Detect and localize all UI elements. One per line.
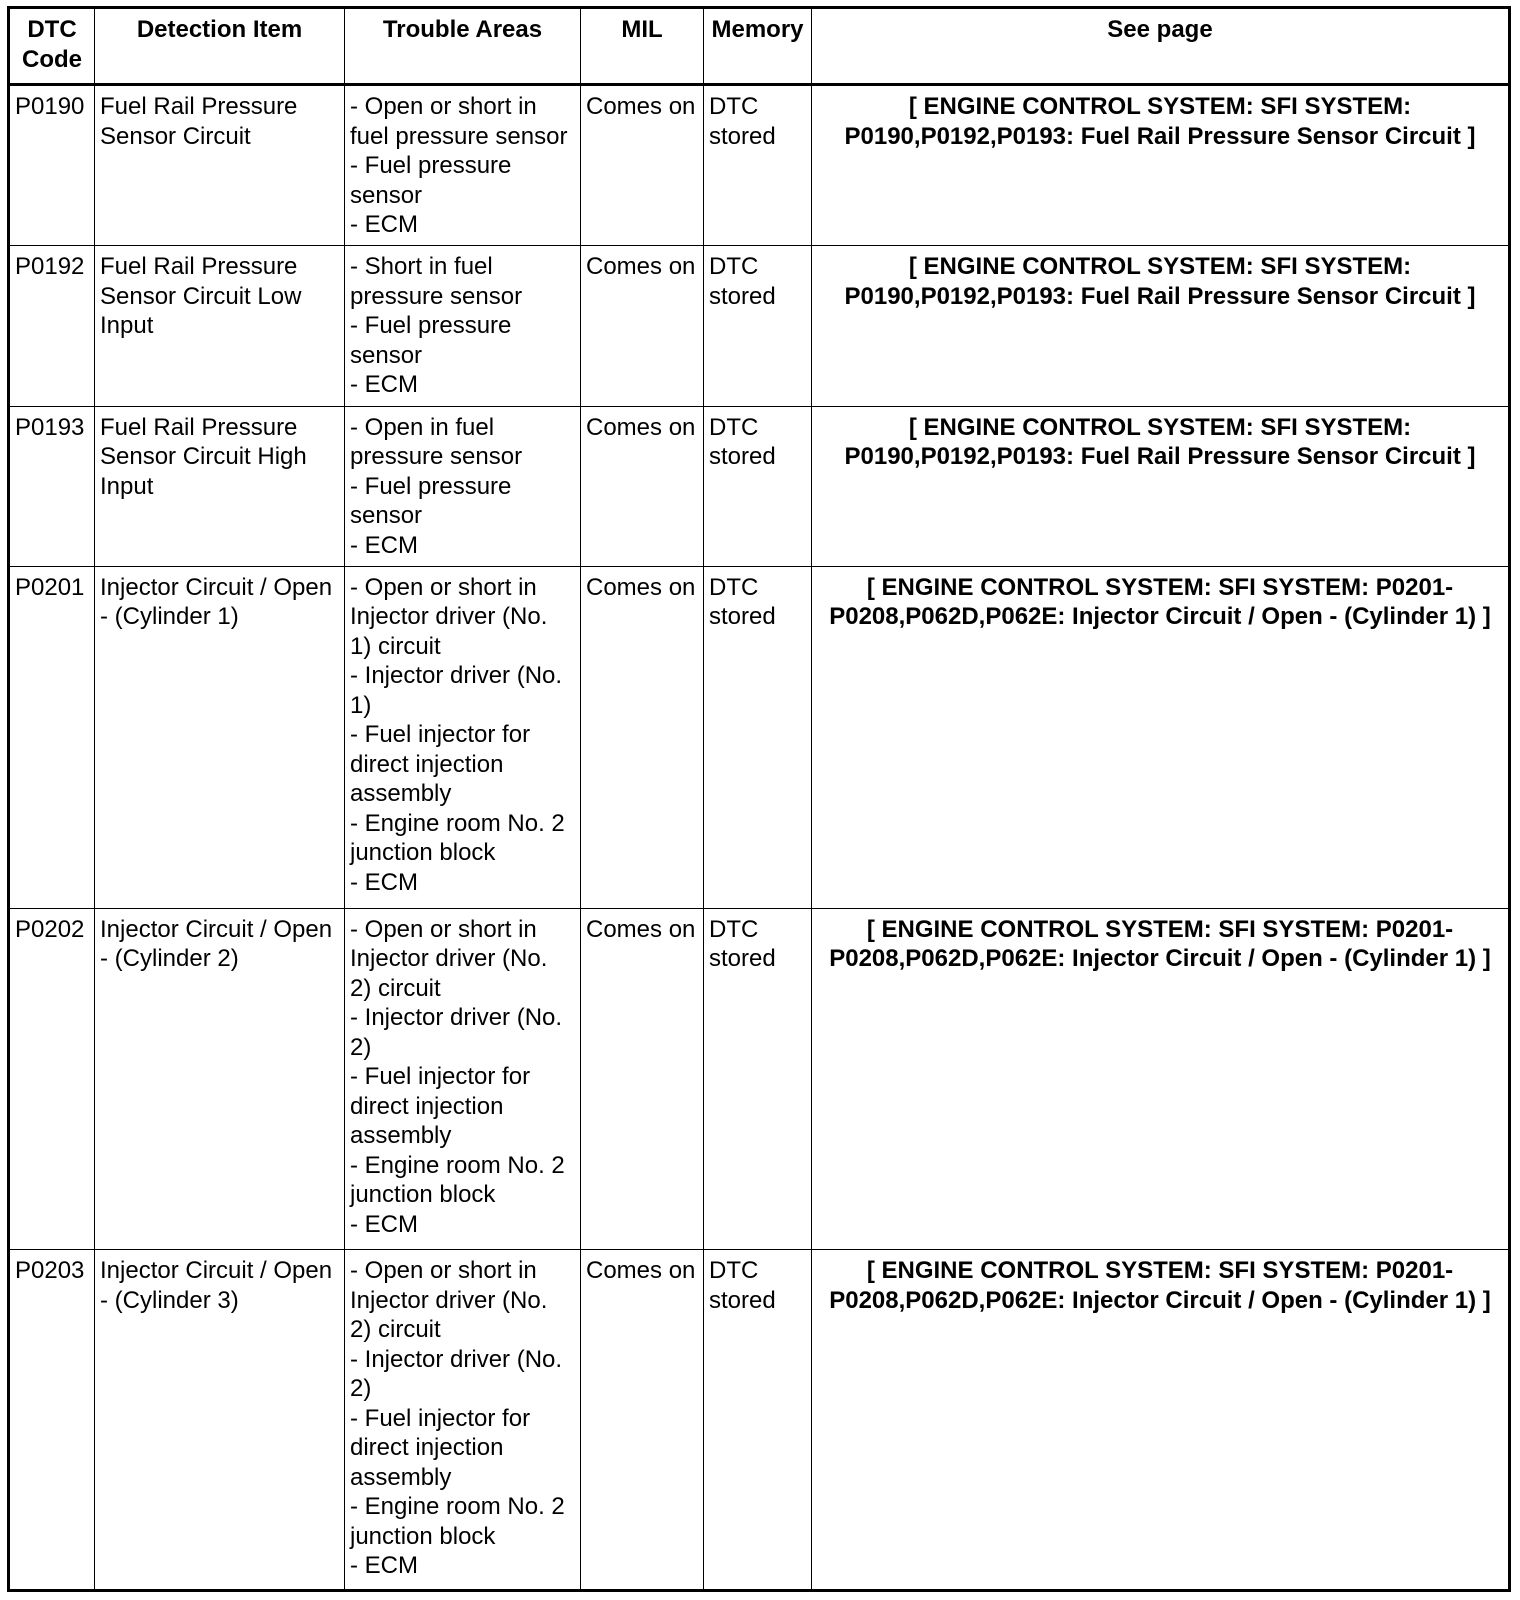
header-trouble-areas: Trouble Areas — [345, 8, 581, 85]
cell-see-page: [ ENGINE CONTROL SYSTEM: SFI SYSTEM: P0190,P0192,P0193: Fuel Rail Pressure Sensor Circuit ] — [812, 85, 1510, 246]
trouble-area-line: - Open or short in Injector driver (No. 1) circuit — [350, 573, 548, 660]
trouble-area-line: - Open or short in Injector driver (No. 2) circuit — [350, 915, 548, 1002]
cell-see-page: [ ENGINE CONTROL SYSTEM: SFI SYSTEM: P0201-P0208,P062D,P062E: Injector Circuit / Open - (Cylinder 1) ] — [812, 1250, 1510, 1591]
header-row — [9, 8, 1510, 85]
trouble-area-line: - Injector driver (No. 2) — [350, 1004, 563, 1061]
cell-detection-item: Injector Circuit / Open - (Cylinder 3) — [95, 1250, 345, 1591]
header-mil: MIL — [581, 8, 704, 85]
cell-mil: Comes on — [581, 908, 704, 1250]
header-see-page: See page — [812, 8, 1510, 85]
trouble-area-line: - Fuel pressure sensor — [350, 312, 512, 369]
cell-mil: Comes on — [581, 406, 704, 566]
trouble-area-line: - ECM — [350, 1210, 418, 1238]
cell-mil: Comes on — [581, 566, 704, 908]
table-row — [9, 908, 1510, 1250]
trouble-area-line: - Fuel pressure sensor — [350, 152, 512, 209]
cell-trouble-areas — [345, 406, 581, 566]
header-dtc-code-line2: Code — [22, 45, 82, 73]
trouble-area-line: - Open in fuel pressure sensor — [350, 413, 523, 471]
cell-mil: Comes on — [581, 246, 704, 406]
cell-memory: DTC stored — [704, 1250, 812, 1591]
header-detection-item: Detection Item — [95, 8, 345, 85]
cell-dtc-code: P0202 — [9, 908, 95, 1250]
table-header — [9, 8, 1510, 85]
table-row — [9, 246, 1510, 406]
cell-memory: DTC stored — [704, 908, 812, 1250]
dtc-table — [7, 6, 1511, 1592]
table-row — [9, 566, 1510, 908]
table-row — [9, 406, 1510, 566]
cell-see-page: [ ENGINE CONTROL SYSTEM: SFI SYSTEM: P0190,P0192,P0193: Fuel Rail Pressure Sensor Circuit ] — [812, 406, 1510, 566]
trouble-area-line: - Fuel injector for direct injection assembly — [350, 1404, 531, 1491]
table-row — [9, 85, 1510, 246]
cell-mil: Comes on — [581, 85, 704, 246]
cell-dtc-code: P0201 — [9, 566, 95, 908]
cell-see-page: [ ENGINE CONTROL SYSTEM: SFI SYSTEM: P0201-P0208,P062D,P062E: Injector Circuit / Open - (Cylinder 1) ] — [812, 566, 1510, 908]
trouble-area-line: - Short in fuel pressure sensor — [350, 253, 523, 310]
cell-dtc-code: P0192 — [9, 246, 95, 406]
cell-dtc-code: P0203 — [9, 1250, 95, 1591]
cell-detection-item: Fuel Rail Pressure Sensor Circuit — [95, 85, 345, 246]
trouble-area-line: - Open or short in fuel pressure sensor — [350, 93, 568, 150]
cell-memory: DTC stored — [704, 85, 812, 246]
trouble-area-line: - ECM — [350, 211, 418, 238]
trouble-area-line: - Engine room No. 2 junction block — [350, 1493, 565, 1550]
cell-trouble-areas — [345, 1250, 581, 1591]
cell-trouble-areas — [345, 246, 581, 406]
table-body — [9, 85, 1510, 1591]
header-dtc-code — [9, 8, 95, 85]
trouble-area-line: - ECM — [350, 371, 418, 399]
trouble-area-line: - Open or short in Injector driver (No. 2) circuit — [350, 1257, 548, 1344]
cell-trouble-areas — [345, 908, 581, 1250]
table-row — [9, 1250, 1510, 1591]
cell-dtc-code: P0193 — [9, 406, 95, 566]
header-dtc-code-line1: DTC — [27, 16, 77, 43]
cell-memory: DTC stored — [704, 246, 812, 406]
cell-detection-item: Fuel Rail Pressure Sensor Circuit High Input — [95, 406, 345, 566]
cell-trouble-areas — [345, 85, 581, 246]
cell-see-page: [ ENGINE CONTROL SYSTEM: SFI SYSTEM: P0190,P0192,P0193: Fuel Rail Pressure Sensor Circuit ] — [812, 246, 1510, 406]
cell-detection-item: Fuel Rail Pressure Sensor Circuit Low Input — [95, 246, 345, 406]
trouble-area-line: - Fuel injector for direct injection assembly — [350, 721, 531, 808]
trouble-area-line: - Fuel pressure sensor — [350, 472, 512, 530]
cell-dtc-code: P0190 — [9, 85, 95, 246]
cell-trouble-areas — [345, 566, 581, 908]
trouble-area-line: - ECM — [350, 1552, 418, 1580]
trouble-area-line: - Injector driver (No. 1) — [350, 662, 563, 719]
cell-memory: DTC stored — [704, 406, 812, 566]
trouble-area-line: - ECM — [350, 868, 418, 896]
trouble-area-line: - ECM — [350, 531, 418, 559]
trouble-area-line: - Fuel injector for direct injection assembly — [350, 1063, 531, 1150]
cell-see-page: [ ENGINE CONTROL SYSTEM: SFI SYSTEM: P0201-P0208,P062D,P062E: Injector Circuit / Open - (Cylinder 1) ] — [812, 908, 1510, 1250]
cell-mil: Comes on — [581, 1250, 704, 1591]
cell-detection-item: Injector Circuit / Open - (Cylinder 2) — [95, 908, 345, 1250]
trouble-area-line: - Injector driver (No. 2) — [350, 1345, 563, 1403]
cell-detection-item: Injector Circuit / Open - (Cylinder 1) — [95, 566, 345, 908]
header-memory: Memory — [704, 8, 812, 85]
trouble-area-line: - Engine room No. 2 junction block — [350, 809, 565, 867]
cell-memory: DTC stored — [704, 566, 812, 908]
trouble-area-line: - Engine room No. 2 junction block — [350, 1151, 565, 1209]
